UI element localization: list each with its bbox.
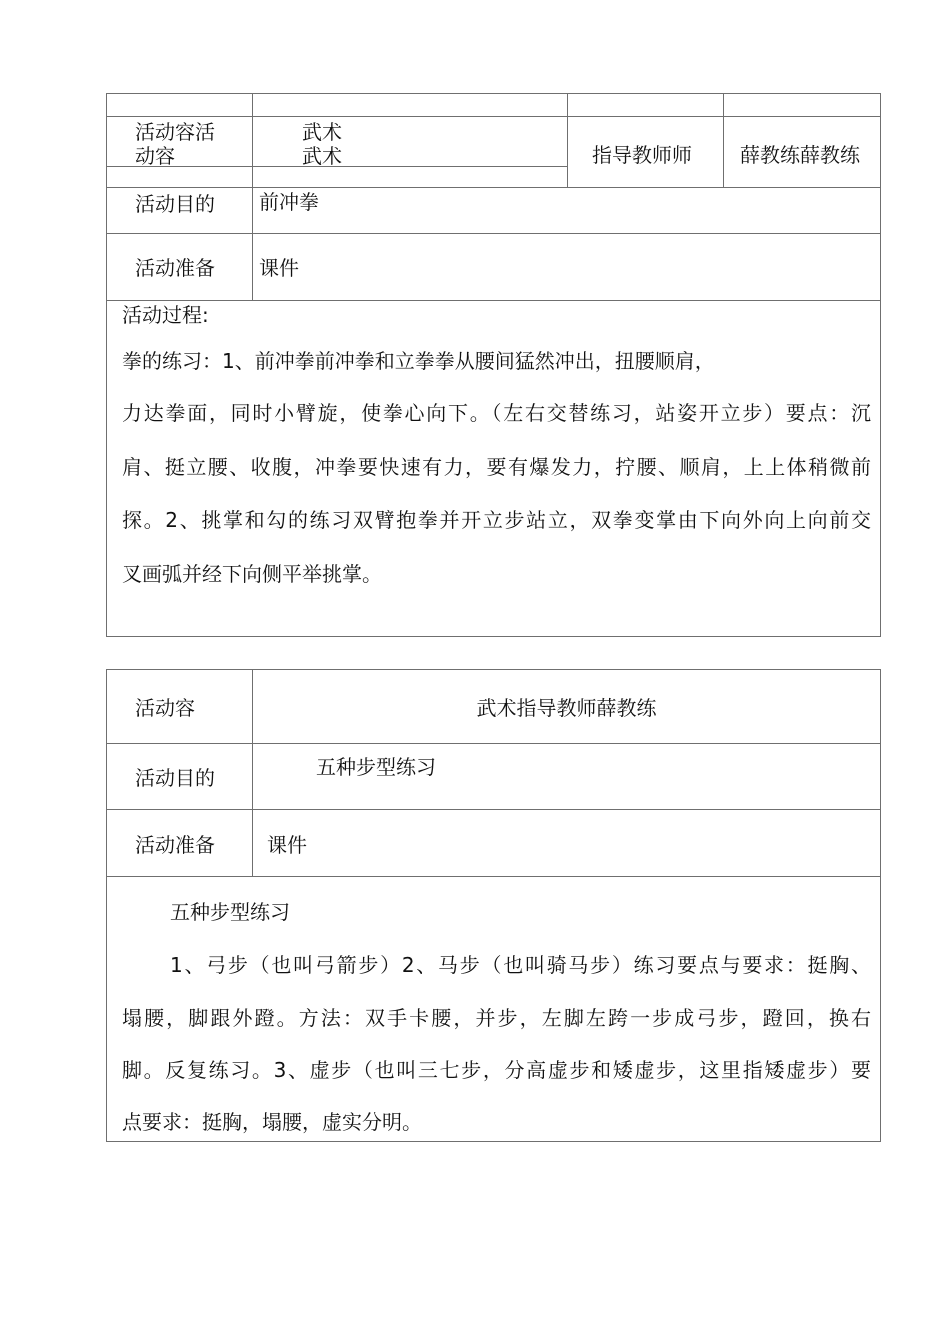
table1-rule bbox=[106, 233, 881, 234]
table1-rule bbox=[723, 93, 724, 188]
body-line: 点要求：挺胸，塌腰，虚实分明。 bbox=[122, 1110, 422, 1134]
activity-content-label: 活动容活 bbox=[135, 120, 215, 144]
purpose-value: 前冲拳 bbox=[259, 190, 319, 214]
process-line: 肩、挺立腰、收腹，冲拳要快速有力，要有爆发力，拧腰、顺肩，上上体稍微前 bbox=[122, 455, 871, 479]
table1-rule bbox=[106, 300, 881, 301]
section-title: 五种步型练习 bbox=[170, 900, 290, 924]
table2-border-right bbox=[880, 669, 881, 1142]
table1-border-bottom bbox=[106, 636, 881, 637]
table1-rule bbox=[567, 93, 568, 188]
subject-value-repeat: 武术 bbox=[302, 144, 342, 168]
body-line: 塌腰，脚跟外蹬。方法：双手卡腰，并步，左脚左跨一步成弓步，蹬回，换右 bbox=[122, 1006, 871, 1030]
process-line: 力达拳面，同时小臂旋，使拳心向下。（左右交替练习，站姿开立步）要点：沉 bbox=[122, 401, 871, 425]
teacher-value: 薛教练薛教练 bbox=[740, 143, 860, 167]
table2-rule bbox=[106, 809, 881, 810]
table2-border-bottom bbox=[106, 1141, 881, 1142]
teacher-label: 指导教师师 bbox=[592, 143, 692, 167]
process-line: 叉画弧并经下向侧平举挑掌。 bbox=[122, 562, 382, 586]
activity-content-label: 活动容 bbox=[135, 696, 195, 720]
process-line: 拳的练习：1、前冲拳前冲拳和立拳拳从腰间猛然冲出，扭腰顺肩， bbox=[122, 349, 715, 373]
preparation-value: 课件 bbox=[267, 833, 307, 857]
content-value: 武术指导教师薛教练 bbox=[476, 696, 657, 720]
table2-border-left bbox=[106, 669, 107, 1142]
body-line: 脚。反复练习。3、虚步（也叫三七步，分高虚步和矮虚步，这里指矮虚步）要 bbox=[122, 1058, 871, 1082]
table2-border-top bbox=[106, 669, 881, 670]
body-line: 1、弓步（也叫弓箭步）2、马步（也叫骑马步）练习要点与要求：挺胸、 bbox=[170, 953, 871, 977]
purpose-label: 活动目的 bbox=[135, 192, 215, 216]
table1-rule bbox=[106, 116, 881, 117]
preparation-label: 活动准备 bbox=[135, 833, 215, 857]
activity-content-label-cont: 动容 bbox=[135, 144, 175, 168]
process-label: 活动过程: bbox=[122, 303, 209, 327]
preparation-label: 活动准备 bbox=[135, 256, 215, 280]
purpose-label: 活动目的 bbox=[135, 766, 215, 790]
process-line: 探。2、挑掌和勾的练习双臂抱拳并开立步站立，双拳变掌由下向外向上向前交 bbox=[122, 508, 871, 532]
table2-rule bbox=[106, 876, 881, 877]
table1-border-left bbox=[106, 93, 107, 637]
table1-rule bbox=[252, 93, 253, 301]
subject-value: 武术 bbox=[302, 120, 342, 144]
preparation-value: 课件 bbox=[259, 256, 299, 280]
purpose-value: 五种步型练习 bbox=[316, 755, 436, 779]
table1-border-top bbox=[106, 93, 881, 94]
table1-rule bbox=[106, 187, 881, 188]
table1-border-right bbox=[880, 93, 881, 637]
table2-rule bbox=[106, 743, 881, 744]
